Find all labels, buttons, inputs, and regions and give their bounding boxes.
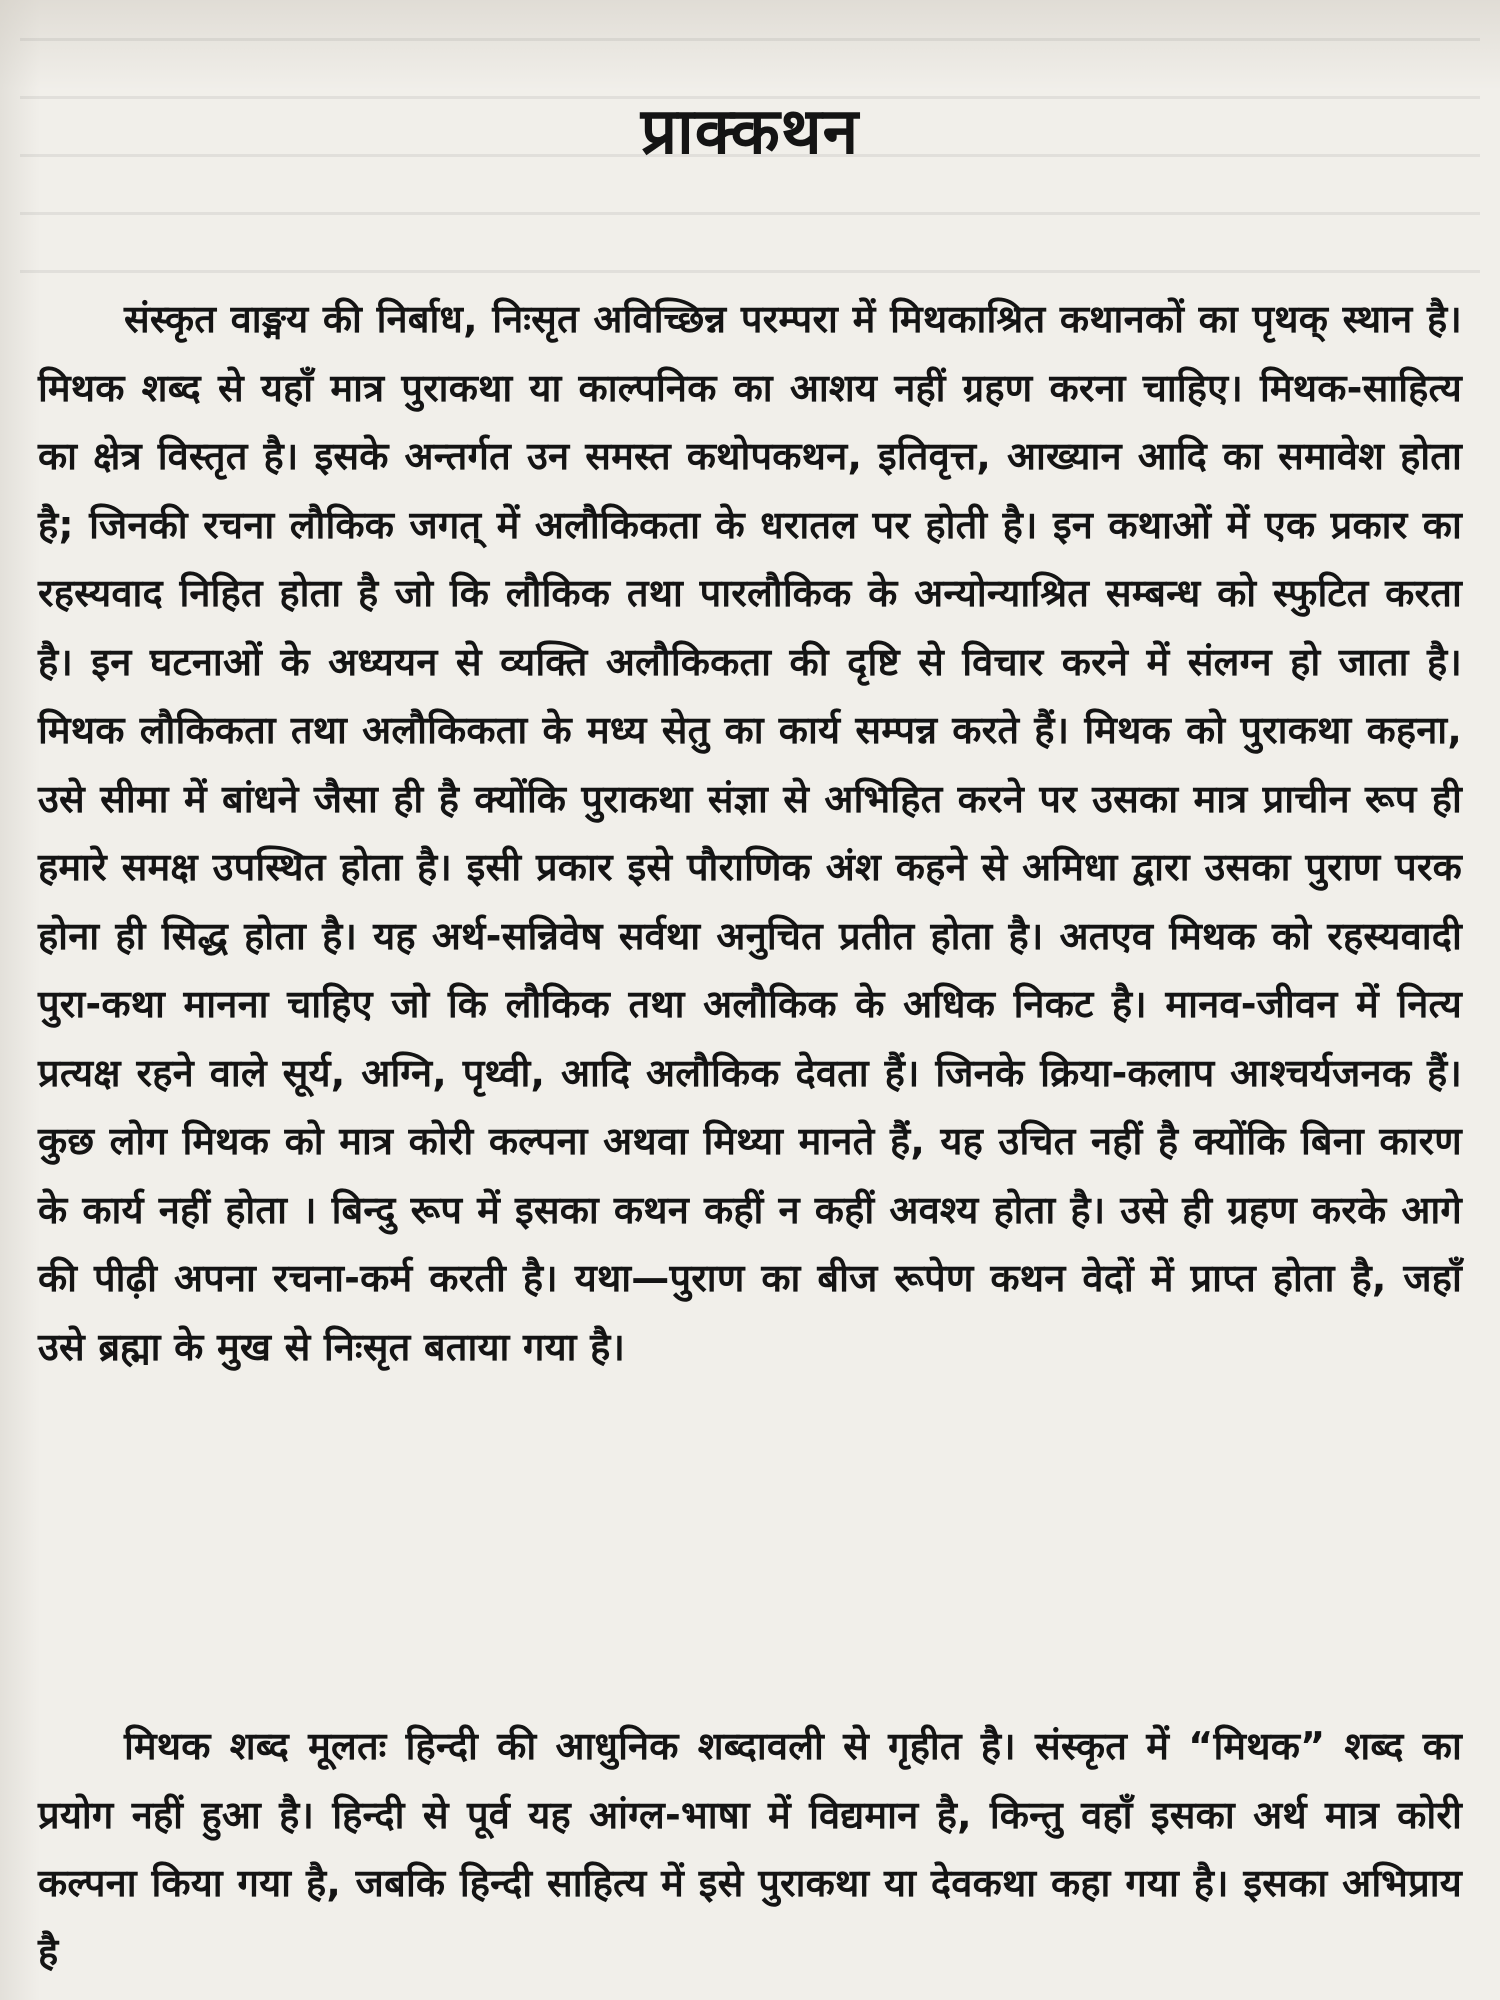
body-paragraph-1: संस्कृत वाङ्मय की निर्बाध, निःसृत अविच्छिन्न परम्परा में मिथकाश्रित कथानकों का पृथक् स्थान है। मिथक शब्द से यहाँ मात्र पुराकथा या काल्पनिक का आशय नहीं ग्रहण करना चाहिए। मिथक-साहित्य का क्षेत्र विस्तृत है। इसके अन्तर्गत उन समस्त कथोपकथन, इतिवृत्त, आख्यान आदि का समावेश होता है; जिनकी रचना लौकिक जगत् में अलौकिकता के धरातल पर होती है। इन कथाओं में एक प्रकार का रहस्यवाद निहित होता है जो कि लौकिक तथा पारलौकिक के अन्योन्याश्रित सम्बन्ध को स्फुटित करता है। इन घटनाओं के अध्ययन से व्यक्ति अलौकिकता की दृष्टि से विचार करने में संलग्न हो जाता है। मिथक लौकिकता तथा अलौकिकता के मध्य सेतु का कार्य सम्पन्न करते हैं। मिथक को पुराकथा कहना, उसे सीमा में बांधने जैसा ही है क्योंकि पुराकथा संज्ञा से अभिहित करने पर उसका मात्र प्राचीन रूप ही हमारे समक्ष उपस्थित होता है। इसी प्रकार इसे पौराणिक अंश कहने से अमिधा द्वारा उसका पुराण परक होना ही सिद्ध होता है। यह अर्थ-सन्निवेष सर्वथा अनुचित प्रतीत होता है। अतएव मिथक को रहस्यवादी पुरा-कथा मानना चाहिए जो कि लौकिक तथा अलौकिक के अधिक निकट है। मानव-जीवन में नित्य प्रत्यक्ष रहने वाले सूर्य, अग्नि, पृथ्वी, आदि अलौकिक देवता हैं। जिनके क्रिया-कलाप आश्चर्यजनक हैं। कुछ लोग मिथक को मात्र कोरी कल्पना अथवा मिथ्या मानते हैं, यह उचित नहीं है क्योंकि बिना कारण के कार्य नहीं होता । बिन्दु रूप में इसका कथन कहीं न कहीं अवश्य होता है। उसे ही ग्रहण करके आगे की पीढ़ी अपना रचना-कर्म करती है। यथा—पुराण का बीज रूपेण कथन वेदों में प्राप्त होता है, जहाँ उसे ब्रह्मा के मुख से निःसृत बताया गया है। xyxy=(38,297,1462,1369)
body-paragraph-2: मिथक शब्द मूलतः हिन्दी की आधुनिक शब्दावली से गृहीत है। संस्कृत में “मिथक” शब्द का प्रयोग नहीं हुआ है। हिन्दी से पूर्व यह आंग्ल-भाषा में विद्यमान है, किन्तु वहाँ इसका अर्थ मात्र कोरी कल्पना किया गया है, जबकि हिन्दी साहित्य में इसे पुराकथा या देवकथा कहा गया है। इसका अभिप्राय है xyxy=(38,1724,1462,1974)
page-title: प्राक्कथन xyxy=(640,95,860,169)
